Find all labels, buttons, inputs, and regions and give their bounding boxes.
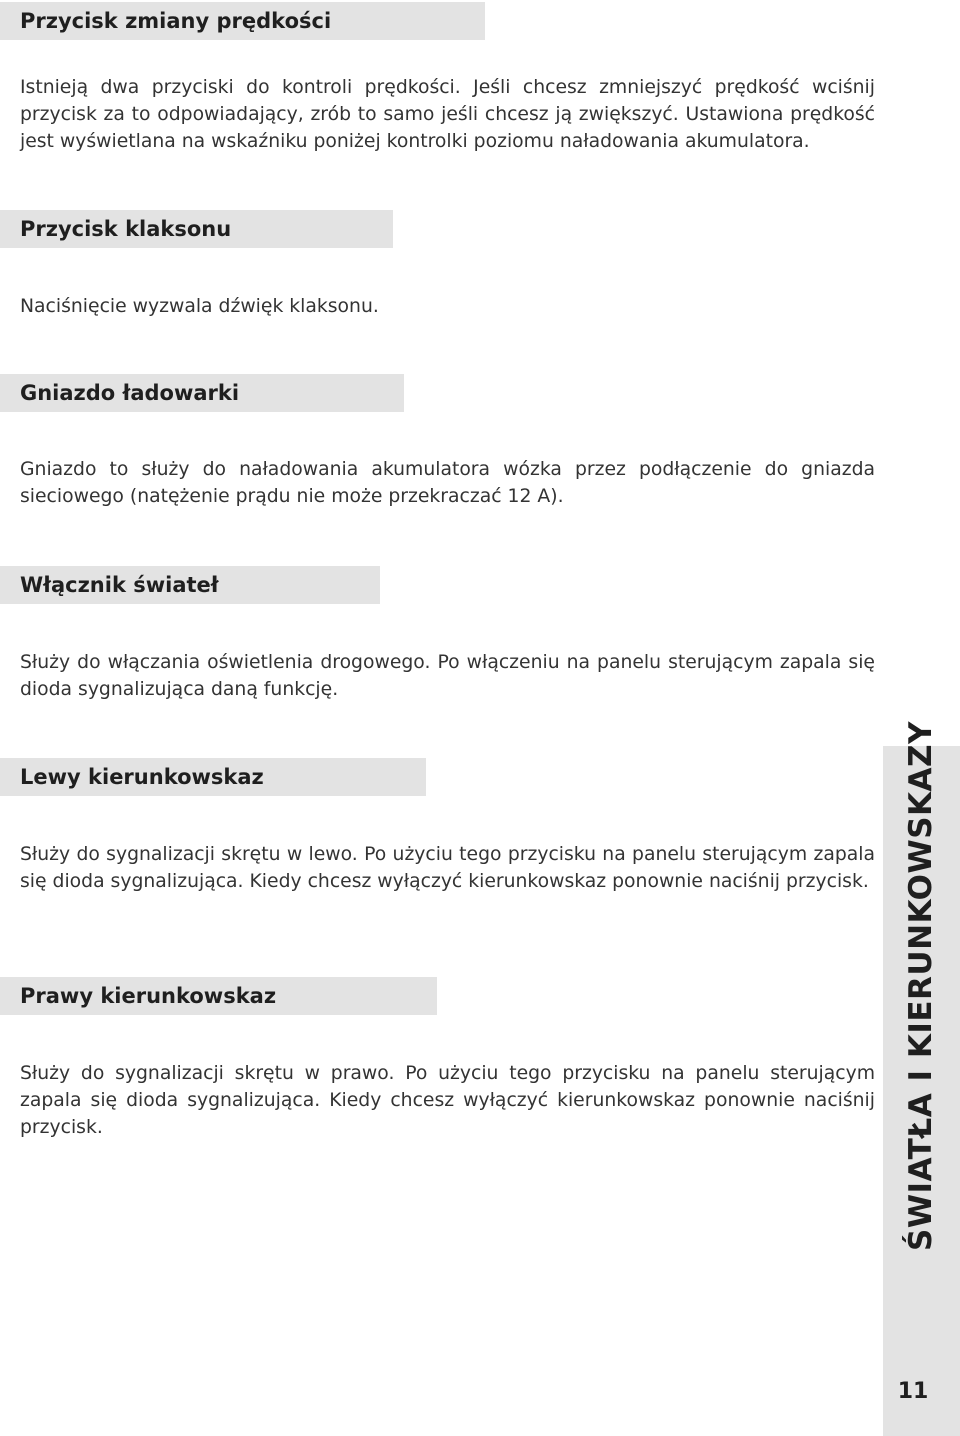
section-body-lights: Służy do włączania oświetlenia drogowego. Po włączeniu na panelu sterującym zapala się dioda sygnalizująca daną funkcję. [20, 652, 875, 700]
section-body-speed: Istnieją dwa przyciski do kontroli prędkości. Jeśli chcesz zmniejszyć prędkość wciśnij przycisk za to odpowiadający, zrób to samo jeśli chcesz ją zwiększyć. Ustawiona prędkość jest wyświetlana na wskaźniku poniżej kontrolki poziomu naładowania akumulatora. [20, 77, 875, 152]
section-heading-charger: Gniazdo ładowarki [0, 374, 404, 412]
chapter-title: ŚWIATŁA I KIERUNKOWSKAZY [903, 721, 939, 1251]
section-body-horn: Naciśnięcie wyzwala dźwięk klaksonu. [20, 296, 379, 317]
section-heading-left-indicator: Lewy kierunkowskaz [0, 758, 426, 796]
section-heading-right-indicator: Prawy kierunkowskaz [0, 977, 437, 1015]
section-body-right-indicator: Służy do sygnalizacji skrętu w prawo. Po użyciu tego przycisku na panelu sterującym zapala się dioda sygnalizująca. Kiedy chcesz wyłączyć kierunkowskaz ponownie naciśnij przycisk. [20, 1063, 875, 1138]
section-body-charger: Gniazdo to służy do naładowania akumulatora wózka przez podłączenie do gniazda sieciowego (natężenie prądu nie może przekraczać 12 A). [20, 459, 875, 507]
section-heading-horn: Przycisk klaksonu [0, 210, 393, 248]
page-number: 11 [897, 1379, 929, 1404]
chapter-sidebar [883, 721, 960, 1436]
section-body-left-indicator: Służy do sygnalizacji skrętu w lewo. Po użyciu tego przycisku na panelu sterującym zapala się dioda sygnalizująca. Kiedy chcesz wyłączyć kierunkowskaz ponownie naciśnij przycisk. [20, 844, 875, 892]
section-heading-speed: Przycisk zmiany prędkości [0, 2, 485, 40]
section-heading-lights: Włącznik świateł [0, 566, 380, 604]
sidebar-title-container [883, 721, 960, 1251]
